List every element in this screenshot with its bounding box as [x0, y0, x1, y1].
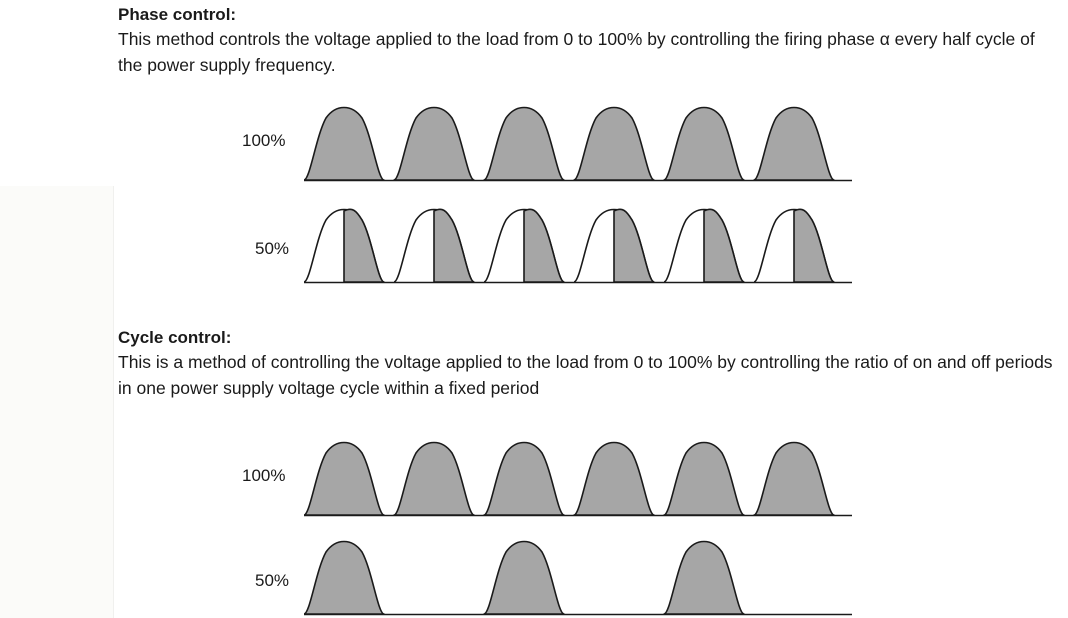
cycle-100-label: 100% — [242, 466, 286, 485]
phase-50-label: 50% — [255, 239, 290, 258]
left-side-panel — [0, 186, 114, 618]
phase-control-section — [118, 4, 1058, 78]
cycle-50-label: 50% — [255, 571, 290, 590]
phase-control-50-waveform — [304, 208, 852, 286]
phase-control-100-waveform — [304, 106, 852, 184]
phase-control-body: This method controls the voltage applied to the load from 0 to 100% by controlling the firing phase α every half cycle of the power supply frequency. — [118, 28, 1035, 75]
document-content — [118, 0, 1068, 618]
cycle-control-title: Cycle control: — [118, 328, 232, 347]
cycle-control-body: This is a method of controlling the voltage applied to the load from 0 to 100% by controlling the ratio of on and off periods in one power supply voltage cycle within a fixed period — [118, 351, 1053, 398]
cycle-control-50-waveform — [304, 540, 852, 618]
phase-control-title: Phase control: — [118, 5, 237, 24]
phase-100-label: 100% — [242, 131, 286, 150]
cycle-control-section — [118, 327, 1058, 401]
cycle-control-100-waveform — [304, 441, 852, 519]
